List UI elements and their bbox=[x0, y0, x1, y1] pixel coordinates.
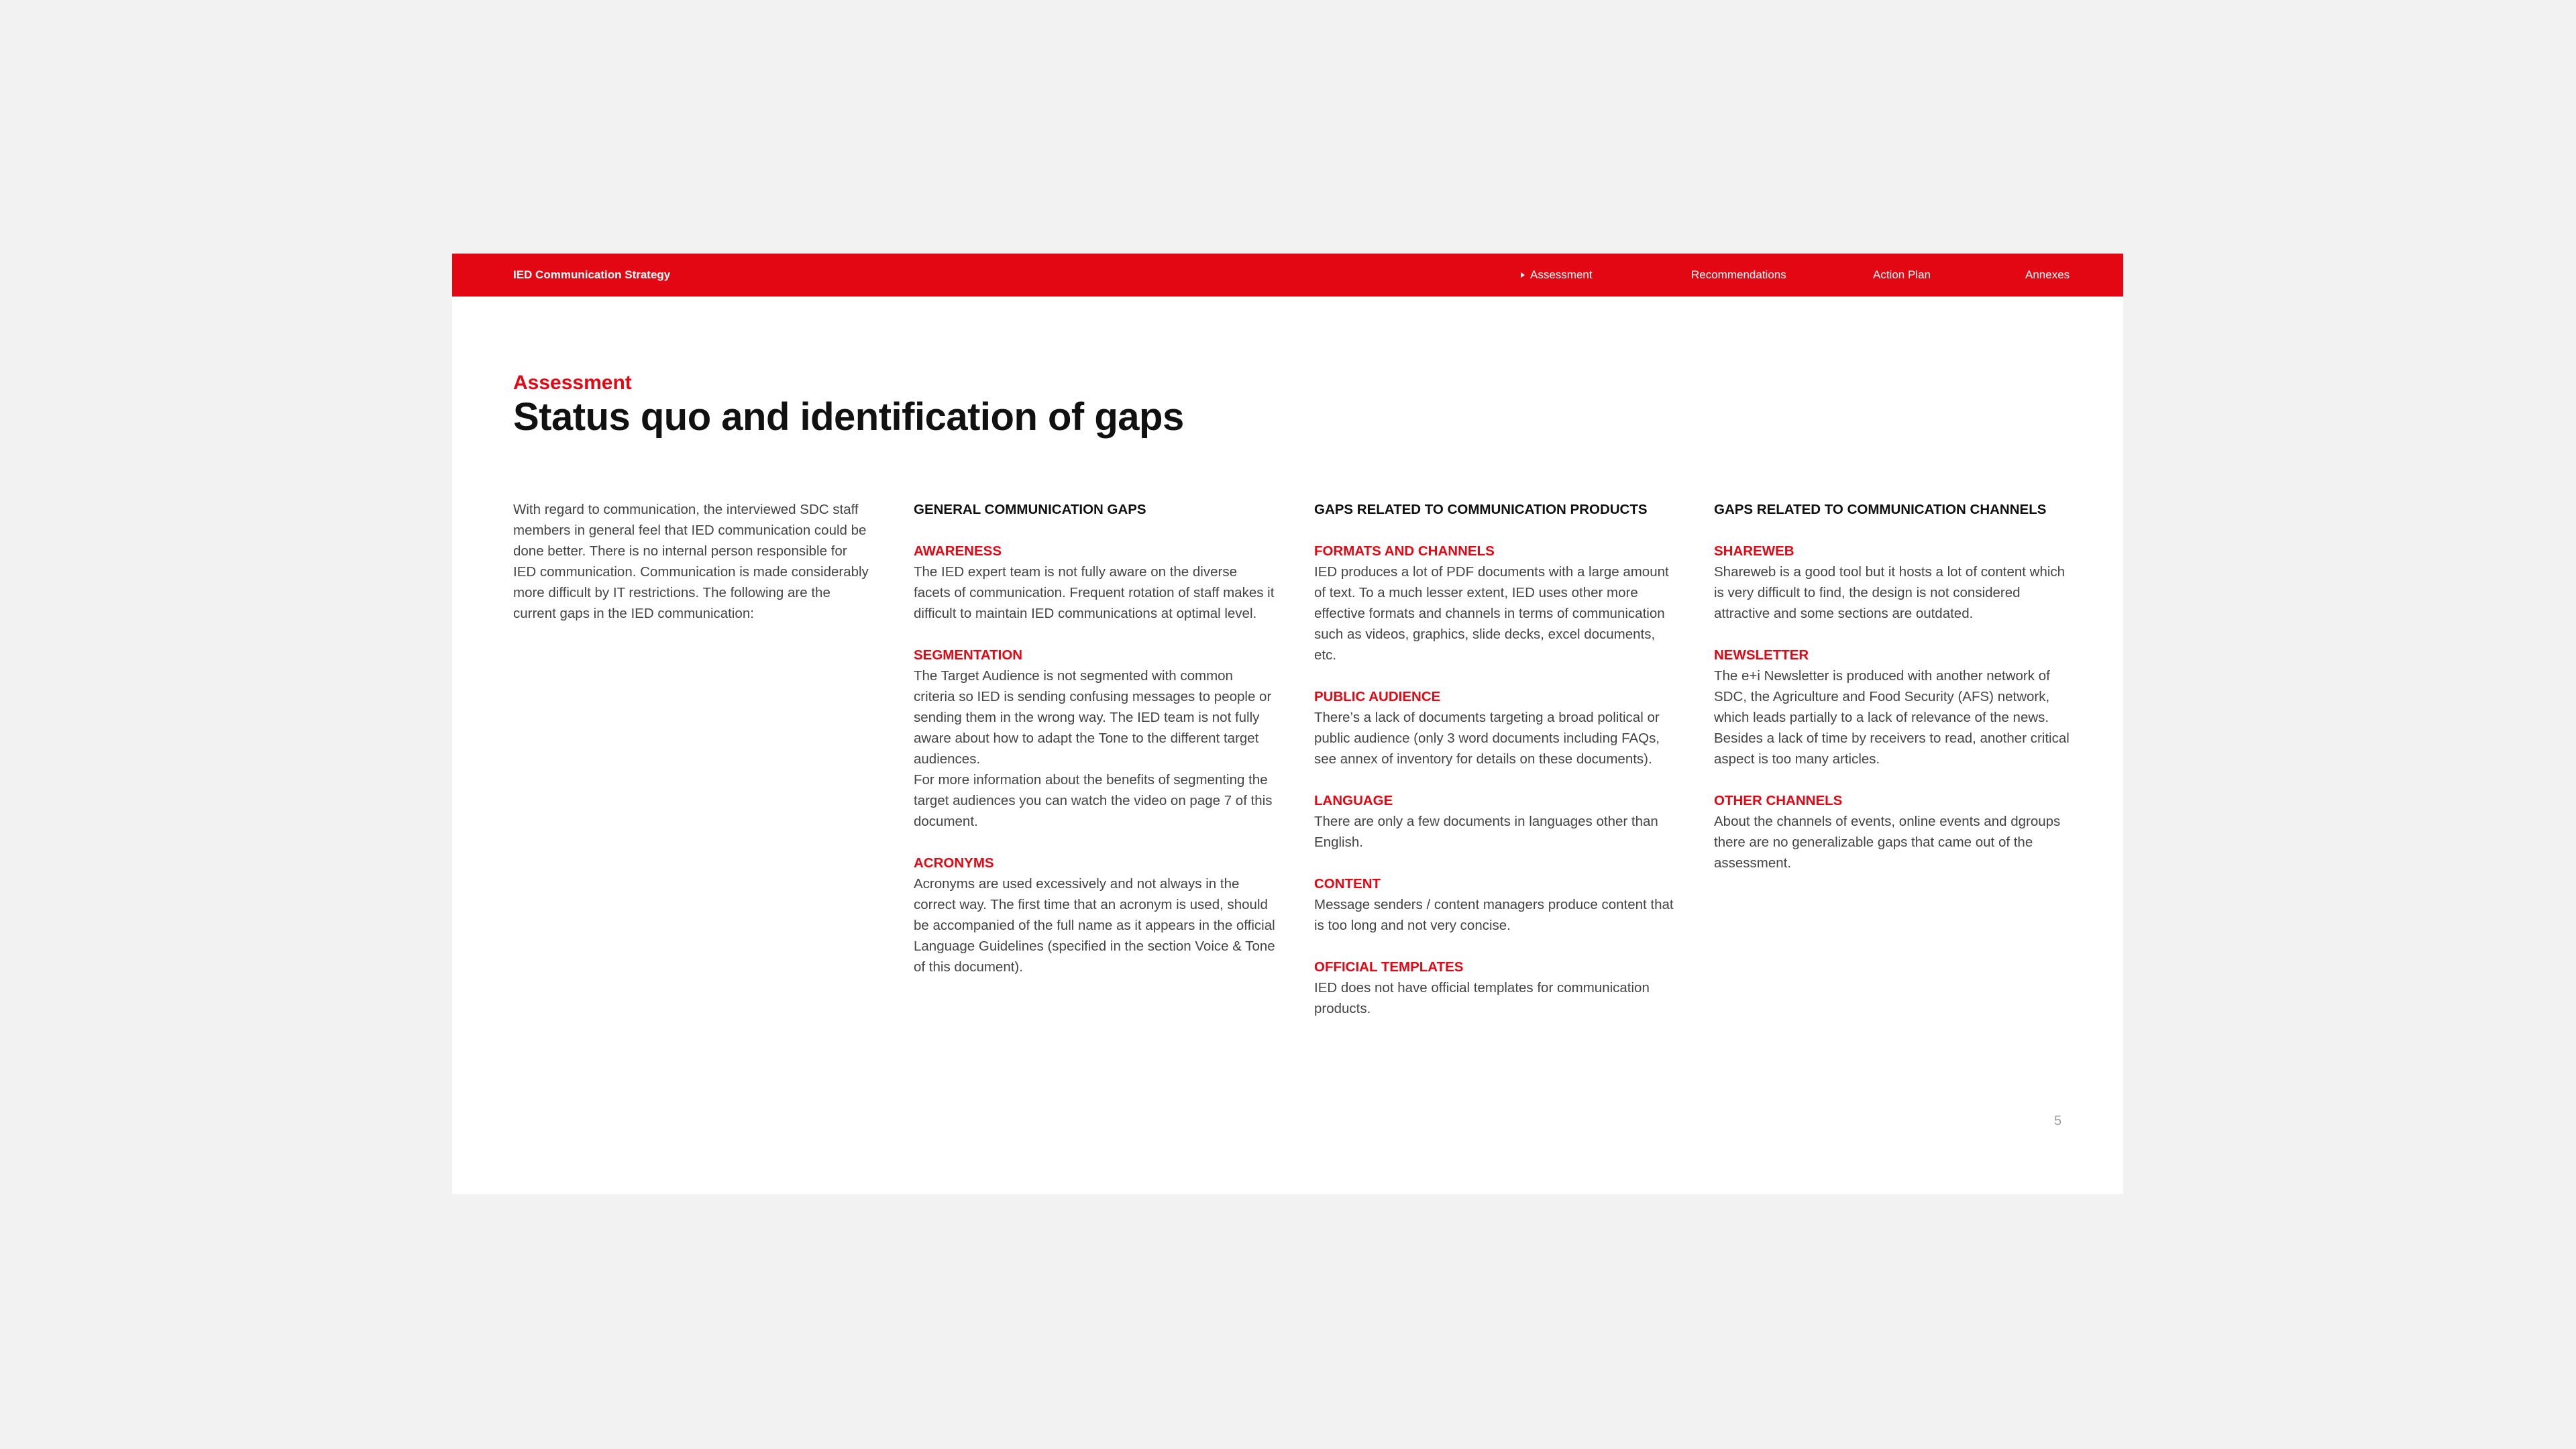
section-kicker: Assessment bbox=[513, 372, 632, 394]
gap-title: ACRONYMS bbox=[914, 855, 994, 871]
gap-text: For more information about the benefits of segmenting the target audiences you can watch the video on page 7 of this document. bbox=[914, 772, 1273, 829]
intro-text: With regard to communication, the interviewed SDC staff members in general feel that IED communication could be done better. There is no internal person responsible for IED communication. Communication is made considerably more difficult by IT restrictions. The following are the current gaps in the IED communication: bbox=[513, 502, 869, 621]
gap-section-newsletter bbox=[1714, 645, 2076, 769]
gap-title: OFFICIAL TEMPLATES bbox=[1314, 959, 1464, 975]
gap-text: Message senders / content managers produce content that is too long and not very concise. bbox=[1314, 897, 1674, 933]
active-indicator-icon bbox=[1521, 272, 1525, 278]
page-title: Status quo and identification of gaps bbox=[513, 395, 1184, 439]
gap-section-other-channels bbox=[1714, 790, 2076, 873]
gap-title: CONTENT bbox=[1314, 876, 1381, 892]
gap-text: The e+i Newsletter is produced with another network of SDC, the Agriculture and Food Security (AFS) network, which leads partially to a lack of relevance of the news. Besides a lack of time by receivers to read, another critical aspect is too many articles. bbox=[1714, 668, 2070, 767]
gap-text: IED produces a lot of PDF documents with a large amount of text. To a much lesser extent, IED uses other more effective formats and channels in terms of communication such as videos, graphics, slide decks, excel documents, etc. bbox=[1314, 564, 1669, 663]
gap-title: LANGUAGE bbox=[1314, 793, 1393, 808]
gap-text: IED does not have official templates for communication products. bbox=[1314, 980, 1650, 1016]
gap-section-acronyms bbox=[914, 853, 1276, 977]
nav-action-plan[interactable]: Action Plan bbox=[1873, 268, 1931, 281]
nav-assessment[interactable] bbox=[1521, 254, 1593, 297]
gap-text: There are only a few documents in languages other than English. bbox=[1314, 814, 1658, 850]
document-title: IED Communication Strategy bbox=[513, 268, 671, 281]
column-heading: GAPS RELATED TO COMMUNICATION CHANNELS bbox=[1714, 502, 2047, 517]
gap-section-public-audience bbox=[1314, 686, 1676, 769]
gap-text: There’s a lack of documents targeting a broad political or public audience (only 3 word documents including FAQs, see annex of inventory for details on these documents). bbox=[1314, 710, 1660, 767]
gap-section-templates bbox=[1314, 957, 1676, 1019]
gap-text: The IED expert team is not fully aware on the diverse facets of communication. Frequent rotation of staff makes it difficult to maintain IED communications at optimal level. bbox=[914, 564, 1275, 621]
page-number: 5 bbox=[2054, 1114, 2062, 1128]
top-navigation-bar bbox=[452, 254, 2123, 297]
general-gaps-column bbox=[914, 499, 1276, 998]
gap-section-shareweb bbox=[1714, 541, 2076, 624]
gap-text: Acronyms are used excessively and not always in the correct way. The first time that an acronym is used, should be accompanied of the full name as it appears in the official Language Guidelines (specified in the section Voice & Tone of this document). bbox=[914, 876, 1275, 975]
gap-title: PUBLIC AUDIENCE bbox=[1314, 689, 1441, 704]
gap-text: The Target Audience is not segmented with common criteria so IED is sending confusing messages to people or sending them in the wrong way. The IED team is not fully aware about how to adapt the Tone to the different target audiences. bbox=[914, 668, 1272, 767]
gap-section-content bbox=[1314, 873, 1676, 936]
nav-assessment-label: Assessment bbox=[1530, 268, 1593, 281]
nav-annexes[interactable]: Annexes bbox=[2025, 268, 2070, 281]
gap-text: About the channels of events, online events and dgroups there are no generalizable gaps that came out of the assessment. bbox=[1714, 814, 2061, 871]
document-page bbox=[452, 254, 2123, 1194]
channels-gaps-column bbox=[1714, 499, 2076, 894]
gap-text: Shareweb is a good tool but it hosts a lot of content which is very difficult to find, the design is not considered attractive and some sections are outdated. bbox=[1714, 564, 2065, 621]
gap-title: NEWSLETTER bbox=[1714, 647, 1809, 663]
gap-title: SHAREWEB bbox=[1714, 543, 1794, 559]
nav-recommendations[interactable]: Recommendations bbox=[1691, 268, 1786, 281]
gap-title: FORMATS AND CHANNELS bbox=[1314, 543, 1495, 559]
gap-title: SEGMENTATION bbox=[914, 647, 1023, 663]
gap-section-segmentation bbox=[914, 645, 1276, 832]
gap-section-awareness bbox=[914, 541, 1276, 624]
gap-section-formats bbox=[1314, 541, 1676, 665]
gap-title: AWARENESS bbox=[914, 543, 1002, 559]
column-heading: GENERAL COMMUNICATION GAPS bbox=[914, 502, 1146, 517]
gap-title: OTHER CHANNELS bbox=[1714, 793, 1843, 808]
products-gaps-column bbox=[1314, 499, 1676, 1040]
intro-column bbox=[513, 499, 869, 624]
column-heading: GAPS RELATED TO COMMUNICATION PRODUCTS bbox=[1314, 502, 1648, 517]
gap-section-language bbox=[1314, 790, 1676, 853]
